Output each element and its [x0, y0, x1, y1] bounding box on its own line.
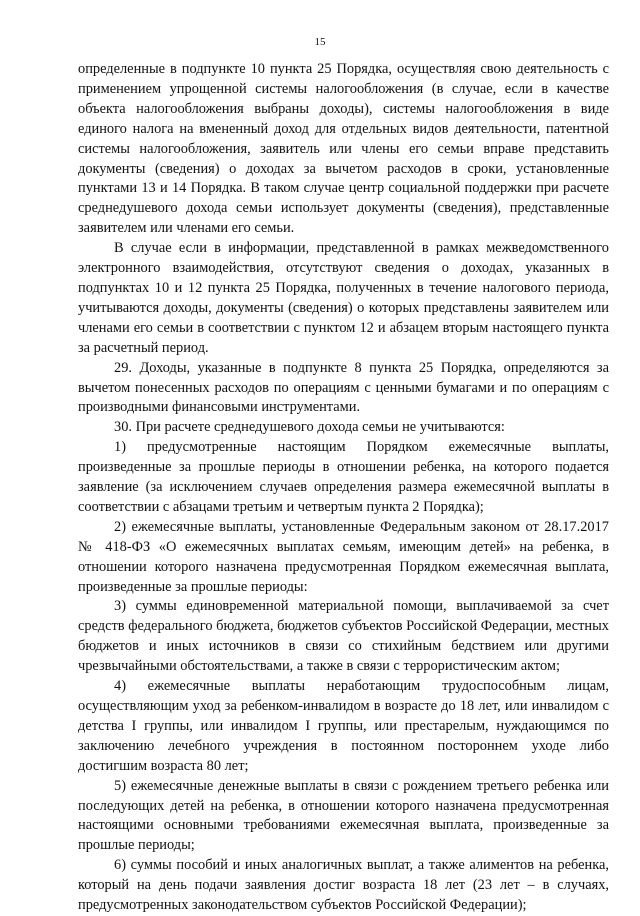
- paragraph-item-29: 29. Доходы, указанные в подпункте 8 пункта 25 Порядка, определяются за вычетом понесенных расходов по операциям с ценными бумагами и по операциям с производными финансовыми инструментами.: [78, 359, 609, 416]
- list-item-3: 3) суммы единовременной материальной помощи, выплачиваемой за счет средств федерального бюджета, бюджетов субъектов Российской Федерации, местных бюджетов и иных источников в связи со стихийным бедствием или другими чрезвычайными обстоятельствами, а также в связи с террористическим актом;: [78, 598, 609, 675]
- list-item-4: 4) ежемесячные выплаты неработающим трудоспособным лицам, осуществляющим уход за ребенком-инвалидом в возрасте до 18 лет, или инвалидом с детства I группы, или инвалидом I группы, или престарелым, нуждающимся по заключению лечебного учреждения в постоянном постороннем уходе либо достигшим возраста 80 лет;: [78, 678, 609, 774]
- list-item-2: 2) ежемесячные выплаты, установленные Федеральным законом от 28.17.2017 № 418-ФЗ «О ежемесячных выплатах семьям, имеющим детей» на ребенка, в отношении которого назначена предусмотренная Порядком ежемесячная выплата, произведенные за прошлые периоды:: [78, 518, 609, 595]
- list-item-6: 6) суммы пособий и иных аналогичных выплат, а также алиментов на ребенка, который на день подачи заявления достиг возраста 18 лет (23 лет – в случаях, предусмотренных законодательством субъектов Российской Федерации);: [78, 857, 609, 914]
- page-number: 15: [314, 36, 326, 48]
- list-item-5: 5) ежемесячные денежные выплаты в связи с рождением третьего ребенка или последующих детей на ребенка, в отношении которого назначена предусмотренная настоящими основными требованиями ежемесячная выплата, произведенные за прошлые периоды;: [78, 777, 609, 854]
- paragraph-continuation: определенные в подпункте 10 пункта 25 Порядка, осуществляя свою деятельность с применением упрощенной системы налогообложения (в случае, если в качестве объекта налогообложения выбраны доходы), системы налогообложения в виде единого налога на вмененный доход для отдельных видов деятельности, патентной системы налогообложения, заявитель или члены его семьи вправе представить документы (сведения) о доходах за вычетом расходов в сроки, установленные пунктами 13 и 14 Порядка. В таком случае центр социальной поддержки при расчете среднедушевого дохода семьи использует документы (сведения), представленные заявителем или членами его семьи.: [78, 61, 609, 237]
- document-body: [78, 60, 609, 916]
- paragraph-item-30: 30. При расчете среднедушевого дохода семьи не учитываются:: [114, 419, 505, 436]
- list-item-1: 1) предусмотренные настоящим Порядком ежемесячные выплаты, произведенные за прошлые периоды в отношении ребенка, на которого подается заявление (за исключением случаев определения размера ежемесячной выплаты в соответствии с абзацами третьим и четвертым пункта 2 Порядка);: [78, 439, 609, 515]
- paragraph-missing-info: В случае если в информации, представленной в рамках межведомственного электронного взаимодействия, отсутствуют сведения о доходах, указанных в подпунктах 10 и 12 пункта 25 Порядка, полученных в течение налогового периода, учитываются доходы, документы (сведения) о которых представлены заявителем или членами его семьи в соответствии с пунктом 12 и абзацем вторым настоящего пункта за расчетный период.: [78, 240, 609, 356]
